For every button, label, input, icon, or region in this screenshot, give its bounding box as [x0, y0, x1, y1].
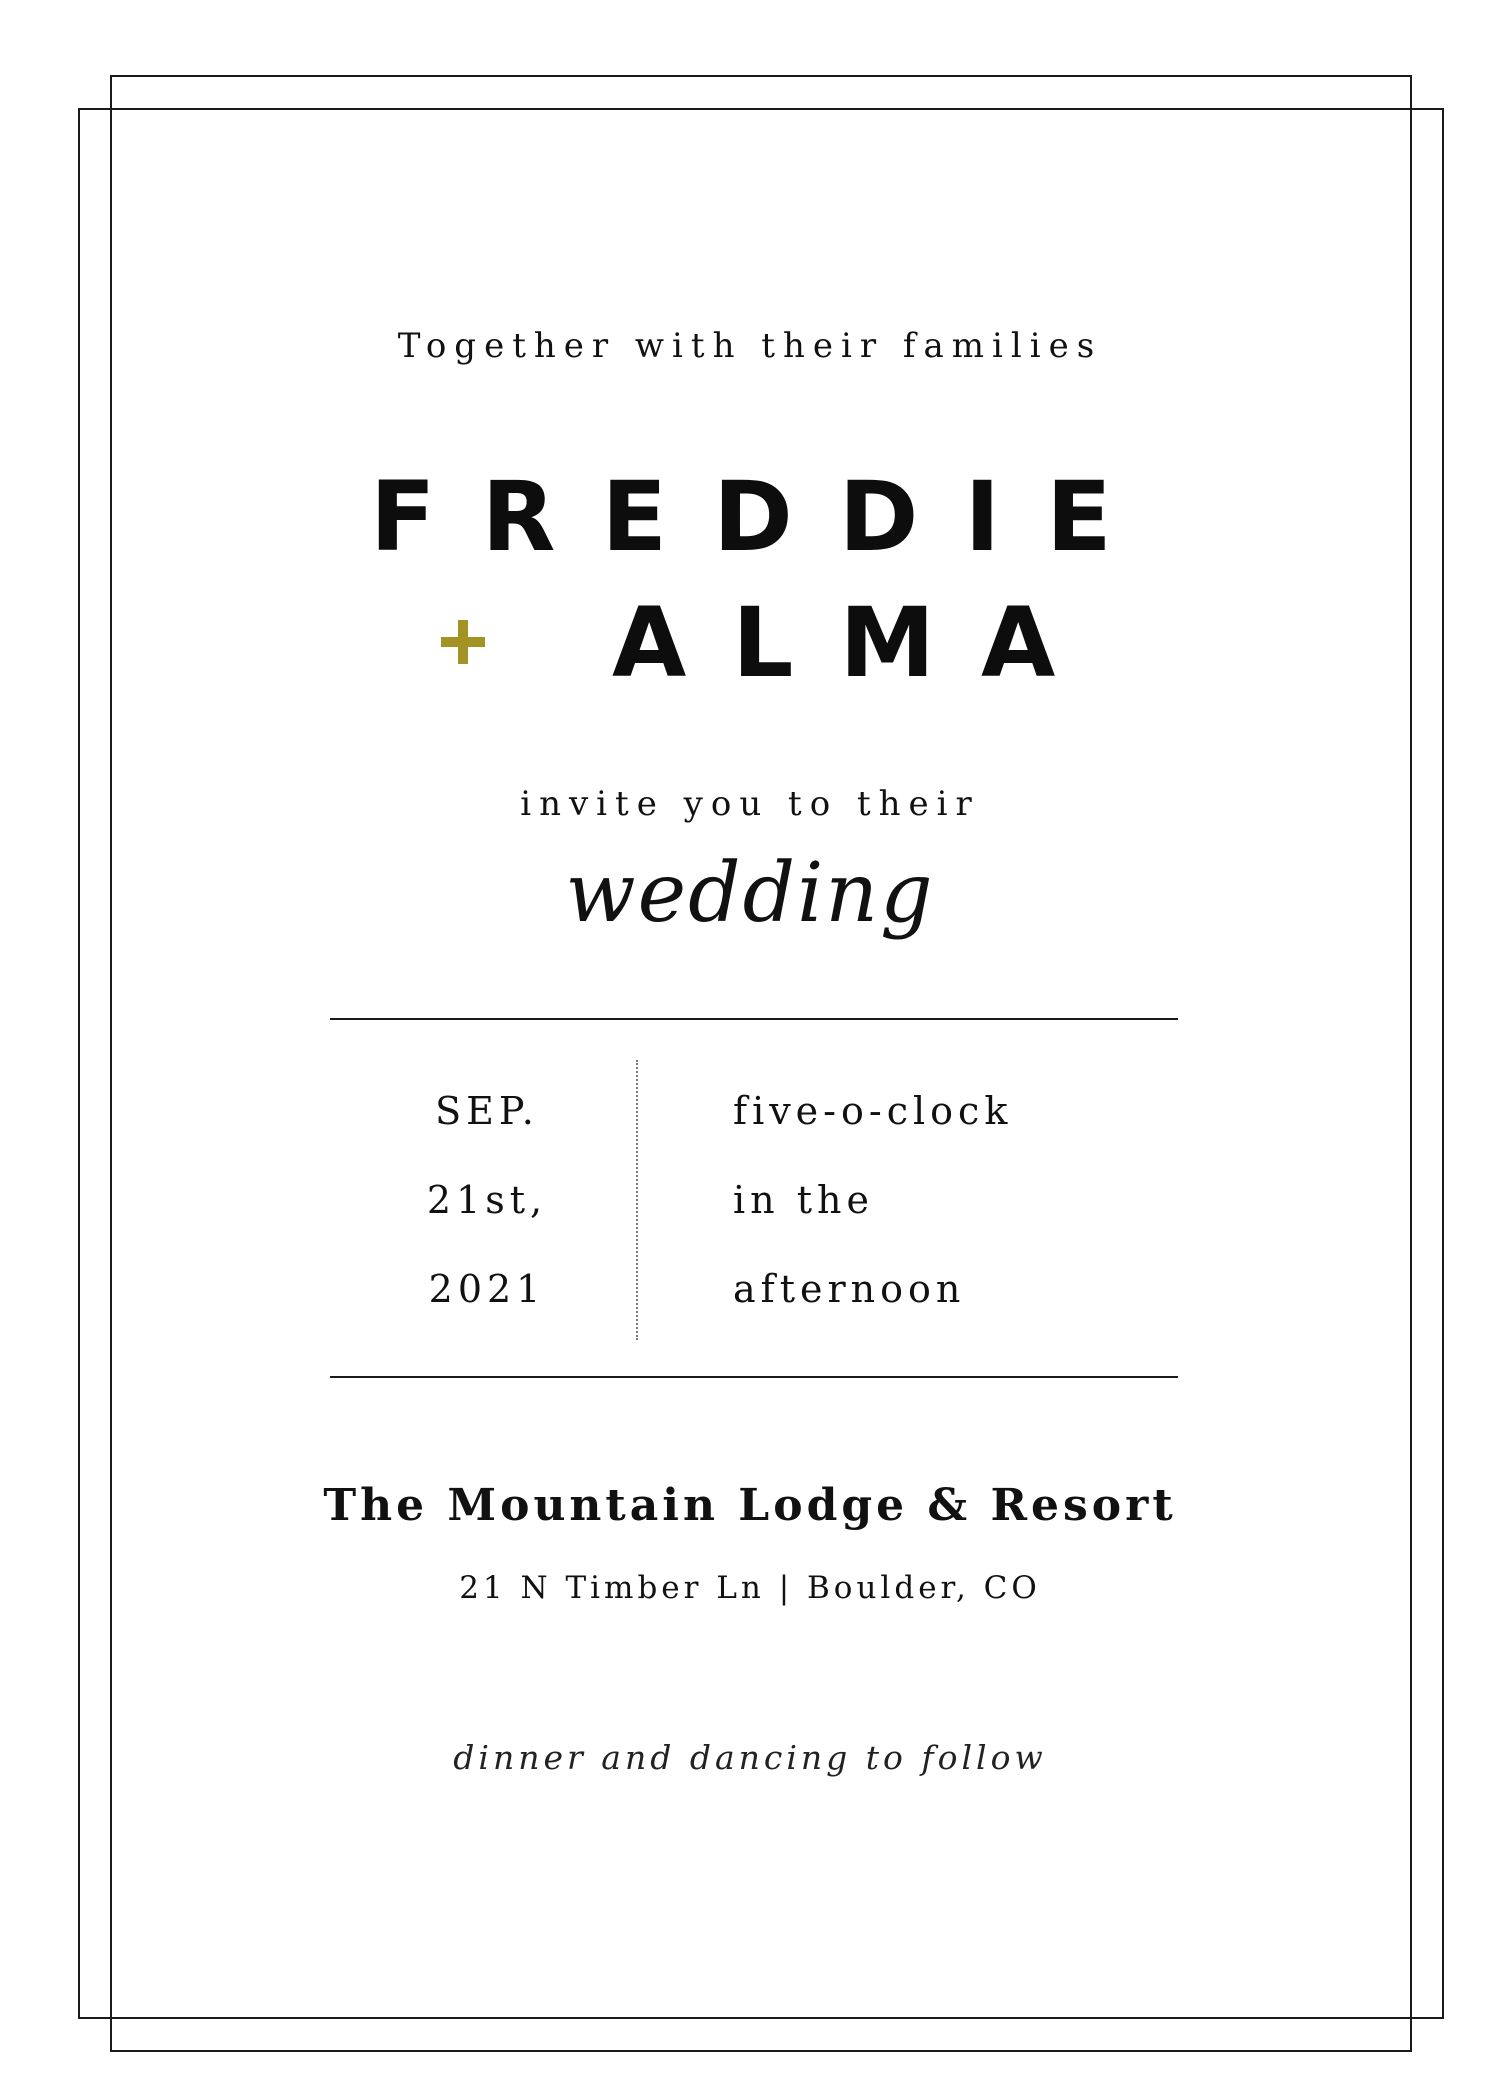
time-line-1: five-o-clock: [733, 1089, 1013, 1133]
time-line-3: afternoon: [733, 1267, 966, 1311]
top-rule: [330, 1018, 1178, 1020]
bottom-rule: [330, 1376, 1178, 1378]
date-month: SEP.: [435, 1089, 539, 1133]
venue-address: 21 N Timber Ln | Boulder, CO: [459, 1570, 1041, 1606]
event-word: wedding: [565, 846, 935, 941]
venue-name: The Mountain Lodge & Resort: [323, 1480, 1177, 1531]
date-year: 2021: [428, 1267, 546, 1311]
date-block: [360, 1076, 614, 1343]
closing-line: dinner and dancing to follow: [453, 1738, 1047, 1777]
time-block: [733, 1076, 1012, 1343]
dotted-divider: [636, 1060, 638, 1340]
partner-two-name: ALMA: [612, 587, 1102, 699]
invite-line: invite you to their: [520, 784, 980, 824]
time-line-2: in the: [733, 1178, 874, 1222]
intro-line: Together with their families: [397, 326, 1103, 366]
date-day: 21st,: [426, 1178, 548, 1222]
inner-frame: [78, 108, 1444, 2019]
partner-one-name: FREDDIE: [370, 461, 1158, 573]
plus-icon: [441, 620, 485, 664]
